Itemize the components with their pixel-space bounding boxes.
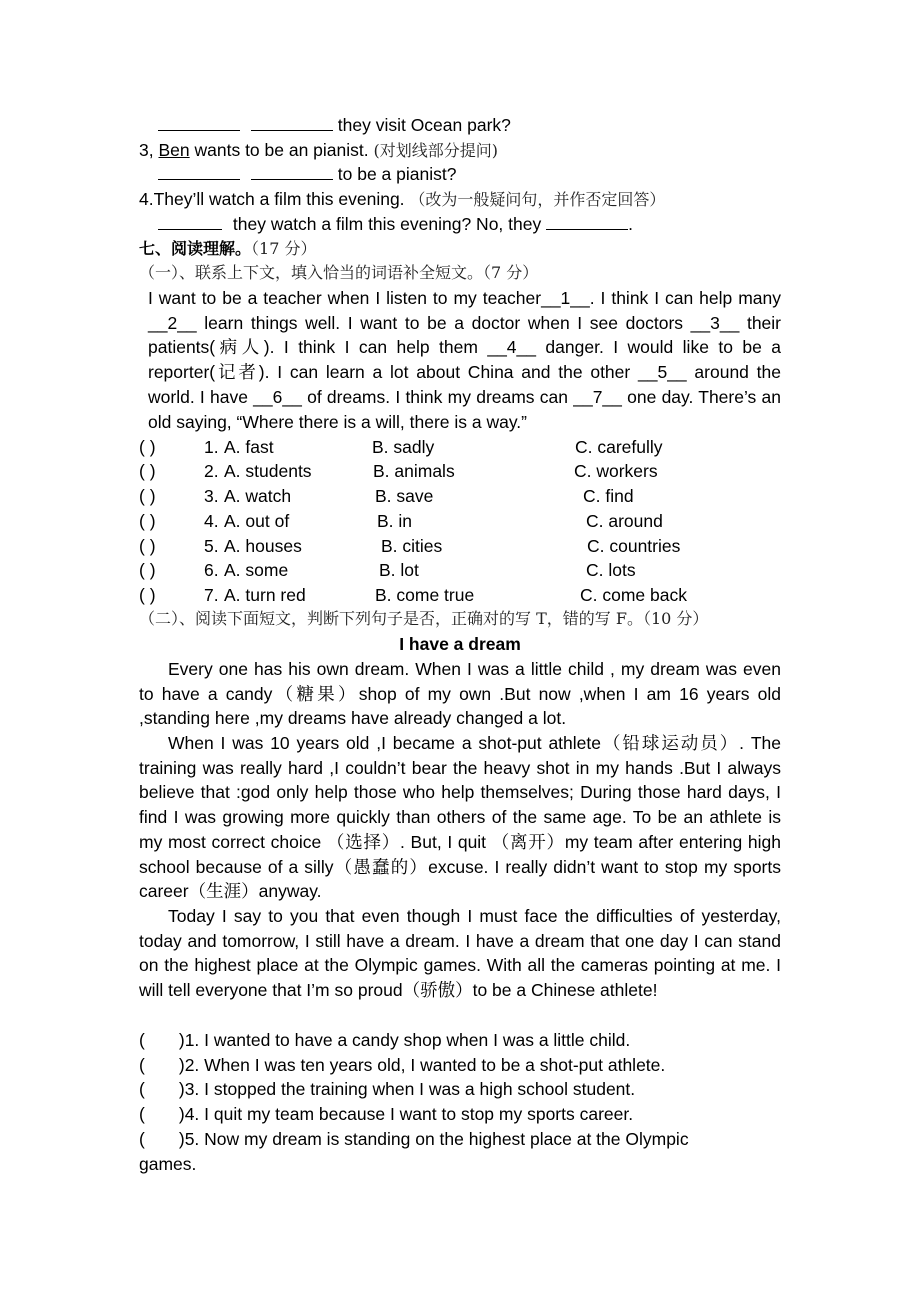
answer-blank[interactable]: [158, 213, 222, 230]
q2-answer-text: they visit Ocean park?: [337, 115, 511, 135]
question-number: 6.: [204, 560, 219, 580]
option-a: A. fast: [224, 437, 274, 457]
answer-bracket[interactable]: ( ): [139, 511, 156, 531]
passage-paragraph-1: Every one has his own dream. When I was a little child , my dream was even to have a candy（糖果）shop of my own .But now ,when I am 16 years old ,standing here ,my dreams have already changed a lot.: [139, 659, 781, 729]
section-title: 七、阅读理解。: [139, 239, 252, 258]
answer-blank[interactable]: [251, 114, 333, 131]
section-heading: [139, 236, 316, 262]
option-b: B. animals: [373, 461, 455, 481]
answer-bracket[interactable]: ( ): [139, 461, 156, 481]
section-score: （17 分）: [251, 239, 317, 258]
answer-bracket[interactable]: ( ): [139, 1055, 185, 1075]
answer-bracket[interactable]: ( ): [139, 585, 156, 605]
question-number: 2.: [204, 461, 219, 481]
statement-text: 5. Now my dream is standing on the highest place at the Olympic games.: [139, 1129, 689, 1174]
passage-title: I have a dream: [399, 634, 521, 654]
q2-answer-line: [158, 113, 511, 138]
q3-answer-text: to be a pianist?: [337, 164, 457, 184]
q3-underlined-word: Ben: [158, 140, 190, 160]
answer-blank[interactable]: [158, 114, 240, 131]
question-number: 3.: [204, 486, 219, 506]
answer-bracket[interactable]: ( ): [139, 1030, 185, 1050]
q4-instruction: （改为一般疑问句，并作否定回答）: [409, 190, 666, 209]
option-a: A. students: [224, 461, 312, 481]
answer-blank[interactable]: [546, 213, 628, 230]
option-b: B. sadly: [372, 437, 435, 457]
statement: [139, 1053, 665, 1078]
option-c: C. come back: [580, 585, 687, 605]
answer-bracket[interactable]: ( ): [139, 1129, 185, 1149]
statement: [139, 1127, 739, 1176]
statement-text: 2. When I was ten years old, I wanted to be a shot-put athlete.: [184, 1055, 666, 1075]
option-a: A. out of: [224, 511, 290, 531]
answer-bracket[interactable]: ( ): [139, 1104, 185, 1124]
option-b: B. save: [375, 486, 434, 506]
q3-number: 3,: [139, 140, 154, 160]
part2-instruction: （二）、阅读下面短文，判断下列句子是否，正确对的写 T，错的写 F。（10 分）: [139, 609, 709, 628]
question-number: 4.: [204, 511, 219, 531]
option-a: A. houses: [224, 536, 302, 556]
statement-text: 4. I quit my team because I want to stop my sports career.: [184, 1104, 634, 1124]
answer-bracket[interactable]: ( ): [139, 560, 156, 580]
statement: [139, 1102, 633, 1127]
q4-prompt: [139, 187, 665, 213]
statement-text: 3. I stopped the training when I was a high school student.: [184, 1079, 636, 1099]
cloze-passage: I want to be a teacher when I listen to my teacher__1__. I think I can help many __2__ learn things well. I want to be a doctor when I see doctors __3__ their patients(病人). I think I can help them __4__ danger. I would like to be a reporter(记者). I can learn a lot about China and the other __5__ around the world. I have __6__ of dreams. I think my dreams can __7__ one day. There’s an old saying, “Where there is a will, there is a way.”: [148, 288, 781, 432]
q3-prompt: [139, 138, 498, 164]
statement: [139, 1028, 630, 1053]
answer-bracket[interactable]: ( ): [139, 486, 156, 506]
q4-answer-text: they watch a film this evening? No, they: [232, 214, 542, 234]
option-b: B. lot: [379, 560, 419, 580]
option-c: C. workers: [574, 461, 658, 481]
statement-text: 1. I wanted to have a candy shop when I was a little child.: [184, 1030, 631, 1050]
q3-sentence: wants to be an pianist.: [189, 140, 369, 160]
question-number: 7.: [204, 585, 219, 605]
passage-paragraph-2: When I was 10 years old ,I became a shot-put athlete（铅球运动员）. The training was really hard ,I couldn’t bear the heavy shot in my hands .But I always believe that :god only help those who help themselves; During those hard days, I find I was growing more quickly than others of the same age. To be an athlete is my most correct choice （选择）. But, I quit （离开）my team after entering high school because of a silly（愚蠢的）excuse. I really didn’t want to stop my sports career（生涯）anyway.: [139, 733, 781, 902]
period: .: [628, 214, 633, 234]
answer-bracket[interactable]: ( ): [139, 437, 156, 457]
answer-bracket[interactable]: ( ): [139, 1079, 185, 1099]
option-b: B. cities: [381, 536, 443, 556]
q3-answer-line: [158, 162, 456, 187]
option-c: C. lots: [586, 560, 636, 580]
option-a: A. some: [224, 560, 289, 580]
q3-instruction: (对划线部分提问): [373, 141, 498, 160]
option-a: A. turn red: [224, 585, 306, 605]
option-c: C. around: [586, 511, 663, 531]
answer-blank[interactable]: [251, 163, 333, 180]
question-number: 1.: [204, 437, 219, 457]
passage-paragraph-3: Today I say to you that even though I must face the difficulties of yesterday, today and tomorrow, I still have a dream. I have a dream that one day I can stand on the highest place at the Olympic games. With all the cameras pointing at me. I will tell everyone that I’m so proud（骄傲）to be a Chinese athlete!: [139, 906, 781, 1001]
option-c: C. find: [583, 486, 634, 506]
question-number: 5.: [204, 536, 219, 556]
answer-bracket[interactable]: ( ): [139, 536, 156, 556]
option-b: B. come true: [375, 585, 475, 605]
option-c: C. countries: [587, 536, 681, 556]
option-b: B. in: [377, 511, 413, 531]
option-c: C. carefully: [575, 437, 663, 457]
part1-instruction: （一）、联系上下文，填入恰当的词语补全短文。（7 分）: [139, 263, 539, 282]
statement: [139, 1077, 635, 1102]
option-a: A. watch: [224, 486, 292, 506]
answer-blank[interactable]: [158, 163, 240, 180]
q4-answer-line: [158, 212, 633, 237]
q4-sentence: 4.They’ll watch a film this evening.: [139, 189, 405, 209]
